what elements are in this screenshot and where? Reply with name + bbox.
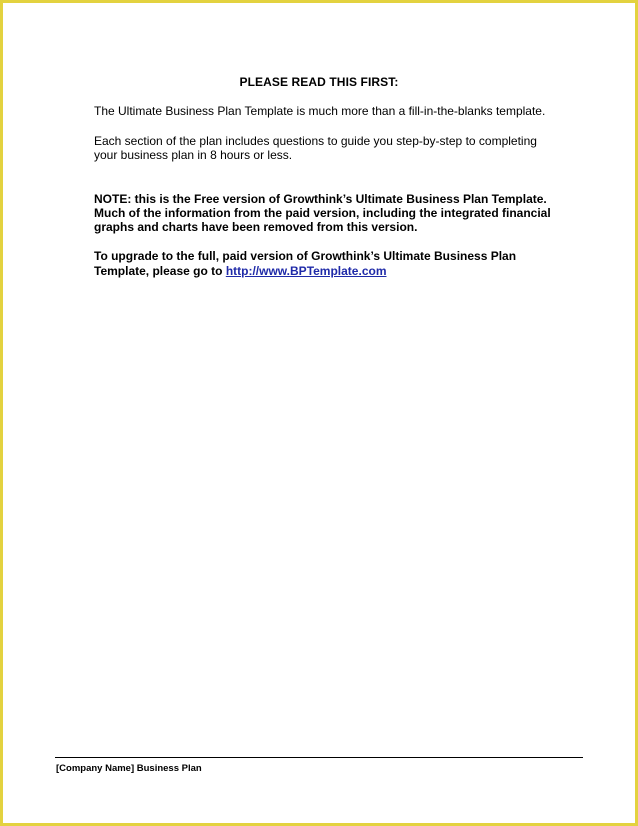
note-paragraph: NOTE: this is the Free version of Growthink’s Ultimate Business Plan Template. Much of the information from the paid version, including the integrated financial graphs and charts have been removed from this version. (94, 191, 551, 235)
footer-company-name: [Company Name] Business Plan (56, 763, 202, 774)
footer-divider (55, 757, 583, 758)
bptemplate-link[interactable]: http://www.BPTemplate.com (225, 263, 387, 278)
upgrade-paragraph (94, 249, 554, 278)
document-body (94, 104, 554, 293)
page-heading: PLEASE READ THIS FIRST: (239, 75, 399, 89)
intro-paragraph: The Ultimate Business Plan Template is much more than a fill-in-the-blanks template. (94, 104, 546, 118)
guide-paragraph: Each section of the plan includes questions to guide you step-by-step to completing your business plan in 8 hours or less. (94, 133, 537, 162)
upgrade-text: To upgrade to the full, paid version of Growthink’s Ultimate Business Plan Template, please go to (94, 249, 517, 278)
